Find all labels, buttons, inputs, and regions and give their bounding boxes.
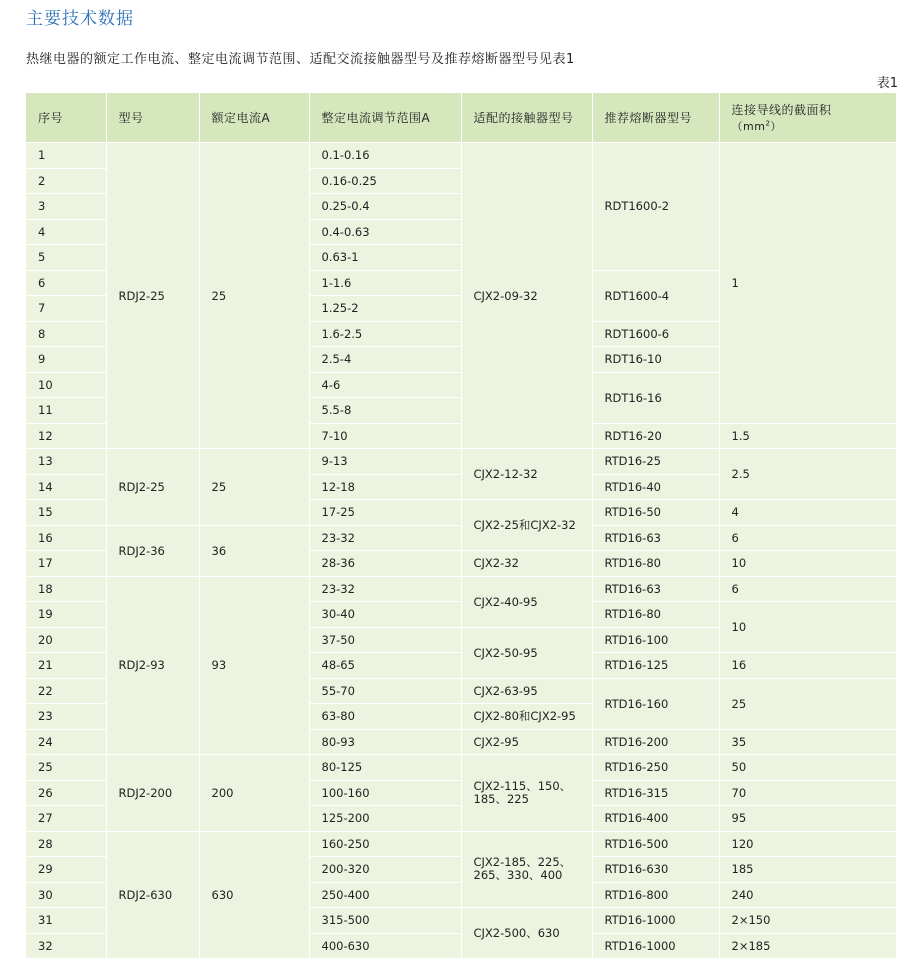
seq-cell: 27 [26,806,106,832]
seq-cell: 3 [26,194,106,220]
seq-cell: 24 [26,729,106,755]
fuse-cell: RTD16-500 [592,831,719,857]
fuse-cell: RTD16-25 [592,449,719,475]
fuse-cell: RTD16-63 [592,525,719,551]
wire-cell: 1 [719,143,896,424]
seq-cell: 13 [26,449,106,475]
wire-cell: 185 [719,857,896,883]
range-cell: 200-320 [309,857,461,883]
range-cell: 315-500 [309,908,461,934]
seq-cell: 20 [26,627,106,653]
fuse-cell: RDT1600-6 [592,321,719,347]
model-cell: RDJ2-25 [106,449,199,526]
fuse-cell: RTD16-50 [592,500,719,526]
header-wire-area [719,93,896,143]
contactor-cell: CJX2-80和CJX2-95 [461,704,592,730]
range-cell: 400-630 [309,933,461,959]
contactor-cell: CJX2-500、630 [461,908,592,959]
seq-cell: 28 [26,831,106,857]
seq-cell: 32 [26,933,106,959]
model-cell: RDJ2-93 [106,576,199,755]
range-cell: 0.63-1 [309,245,461,271]
range-cell: 100-160 [309,780,461,806]
wire-cell: 2×185 [719,933,896,959]
fuse-cell: RDT1600-4 [592,270,719,321]
wire-cell: 10 [719,551,896,577]
seq-cell: 21 [26,653,106,679]
wire-cell: 6 [719,576,896,602]
wire-cell: 50 [719,755,896,781]
page-title: 主要技术数据 [26,9,134,29]
seq-cell: 18 [26,576,106,602]
wire-cell: 35 [719,729,896,755]
contactor-cell: CJX2-63-95 [461,678,592,704]
range-cell: 37-50 [309,627,461,653]
seq-cell: 4 [26,219,106,245]
contactor-cell: CJX2-09-32 [461,143,592,449]
range-cell: 125-200 [309,806,461,832]
range-cell: 80-93 [309,729,461,755]
seq-cell: 7 [26,296,106,322]
model-cell: RDJ2-25 [106,143,199,449]
range-cell: 1.6-2.5 [309,321,461,347]
range-cell: 63-80 [309,704,461,730]
contactor-cell: CJX2-115、150、185、225 [461,755,592,832]
header-wire-label: 连接导线的截面积 [731,103,832,117]
contactor-cell: CJX2-185、225、265、330、400 [461,831,592,908]
fuse-cell: RTD16-63 [592,576,719,602]
range-cell: 1-1.6 [309,270,461,296]
wire-cell: 240 [719,882,896,908]
seq-cell: 12 [26,423,106,449]
seq-cell: 26 [26,780,106,806]
intro-text: 热继电器的额定工作电流、整定电流调节范围、适配交流接触器型号及推荐熔断器型号见表1 [26,52,575,67]
seq-cell: 2 [26,168,106,194]
rated-current-cell: 630 [199,831,309,959]
header-rated-current: 额定电流A [199,93,309,143]
range-cell: 48-65 [309,653,461,679]
table-row [26,576,896,602]
wire-cell: 25 [719,678,896,729]
seq-cell: 29 [26,857,106,883]
header-contactor: 适配的接触器型号 [461,93,592,143]
range-cell: 160-250 [309,831,461,857]
range-cell: 0.16-0.25 [309,168,461,194]
rated-current-cell: 25 [199,449,309,526]
contactor-cell: CJX2-12-32 [461,449,592,500]
seq-cell: 8 [26,321,106,347]
header-seq: 序号 [26,93,106,143]
wire-cell: 1.5 [719,423,896,449]
table-label: 表1 [876,76,898,91]
fuse-cell: RTD16-80 [592,602,719,628]
seq-cell: 5 [26,245,106,271]
fuse-cell: RTD16-400 [592,806,719,832]
fuse-cell: RTD16-1000 [592,908,719,934]
seq-cell: 11 [26,398,106,424]
fuse-cell: RDT16-10 [592,347,719,373]
seq-cell: 30 [26,882,106,908]
range-cell: 9-13 [309,449,461,475]
range-cell: 80-125 [309,755,461,781]
range-cell: 4-6 [309,372,461,398]
range-cell: 5.5-8 [309,398,461,424]
range-cell: 250-400 [309,882,461,908]
rated-current-cell: 25 [199,143,309,449]
header-wire-unit: $(mm^2)$ [731,119,782,133]
range-cell: 30-40 [309,602,461,628]
range-cell: 23-32 [309,525,461,551]
fuse-cell: RTD16-250 [592,755,719,781]
table-row [26,143,896,169]
range-cell: 7-10 [309,423,461,449]
table-header-row [26,93,896,143]
rated-current-cell: 93 [199,576,309,755]
contactor-cell: CJX2-40-95 [461,576,592,627]
model-cell: RDJ2-36 [106,525,199,576]
contactor-cell: CJX2-50-95 [461,627,592,678]
fuse-cell: RTD16-160 [592,678,719,729]
contactor-cell: CJX2-25和CJX2-32 [461,500,592,551]
table-row [26,831,896,857]
wire-cell: 95 [719,806,896,832]
tech-data-table [26,93,897,959]
fuse-cell: RTD16-200 [592,729,719,755]
header-fuse: 推荐熔断器型号 [592,93,719,143]
range-cell: 0.4-0.63 [309,219,461,245]
rated-current-cell: 200 [199,755,309,832]
range-cell: 23-32 [309,576,461,602]
model-cell: RDJ2-200 [106,755,199,832]
header-model: 型号 [106,93,199,143]
seq-cell: 17 [26,551,106,577]
range-cell: 55-70 [309,678,461,704]
range-cell: 17-25 [309,500,461,526]
seq-cell: 31 [26,908,106,934]
seq-cell: 15 [26,500,106,526]
seq-cell: 25 [26,755,106,781]
table-row [26,755,896,781]
seq-cell: 22 [26,678,106,704]
range-cell: 12-18 [309,474,461,500]
fuse-cell: RDT1600-2 [592,143,719,271]
seq-cell: 1 [26,143,106,169]
fuse-cell: RTD16-100 [592,627,719,653]
seq-cell: 9 [26,347,106,373]
range-cell: 0.25-0.4 [309,194,461,220]
fuse-cell: RTD16-800 [592,882,719,908]
model-cell: RDJ2-630 [106,831,199,959]
seq-cell: 10 [26,372,106,398]
wire-cell: 16 [719,653,896,679]
wire-cell: 4 [719,500,896,526]
fuse-cell: RTD16-630 [592,857,719,883]
fuse-cell: RTD16-40 [592,474,719,500]
table-row [26,449,896,475]
seq-cell: 14 [26,474,106,500]
contactor-cell: CJX2-95 [461,729,592,755]
rated-current-cell: 36 [199,525,309,576]
seq-cell: 16 [26,525,106,551]
header-setting-range: 整定电流调节范围A [309,93,461,143]
wire-cell: 2×150 [719,908,896,934]
wire-cell: 10 [719,602,896,653]
range-cell: 28-36 [309,551,461,577]
range-cell: 1.25-2 [309,296,461,322]
wire-cell: 70 [719,780,896,806]
fuse-cell: RDT16-16 [592,372,719,423]
seq-cell: 19 [26,602,106,628]
seq-cell: 6 [26,270,106,296]
wire-cell: 6 [719,525,896,551]
fuse-cell: RTD16-315 [592,780,719,806]
wire-cell: 2.5 [719,449,896,500]
fuse-cell: RTD16-125 [592,653,719,679]
fuse-cell: RTD16-1000 [592,933,719,959]
range-cell: 0.1-0.16 [309,143,461,169]
fuse-cell: RTD16-80 [592,551,719,577]
contactor-cell: CJX2-32 [461,551,592,577]
seq-cell: 23 [26,704,106,730]
wire-cell: 120 [719,831,896,857]
fuse-cell: RDT16-20 [592,423,719,449]
range-cell: 2.5-4 [309,347,461,373]
